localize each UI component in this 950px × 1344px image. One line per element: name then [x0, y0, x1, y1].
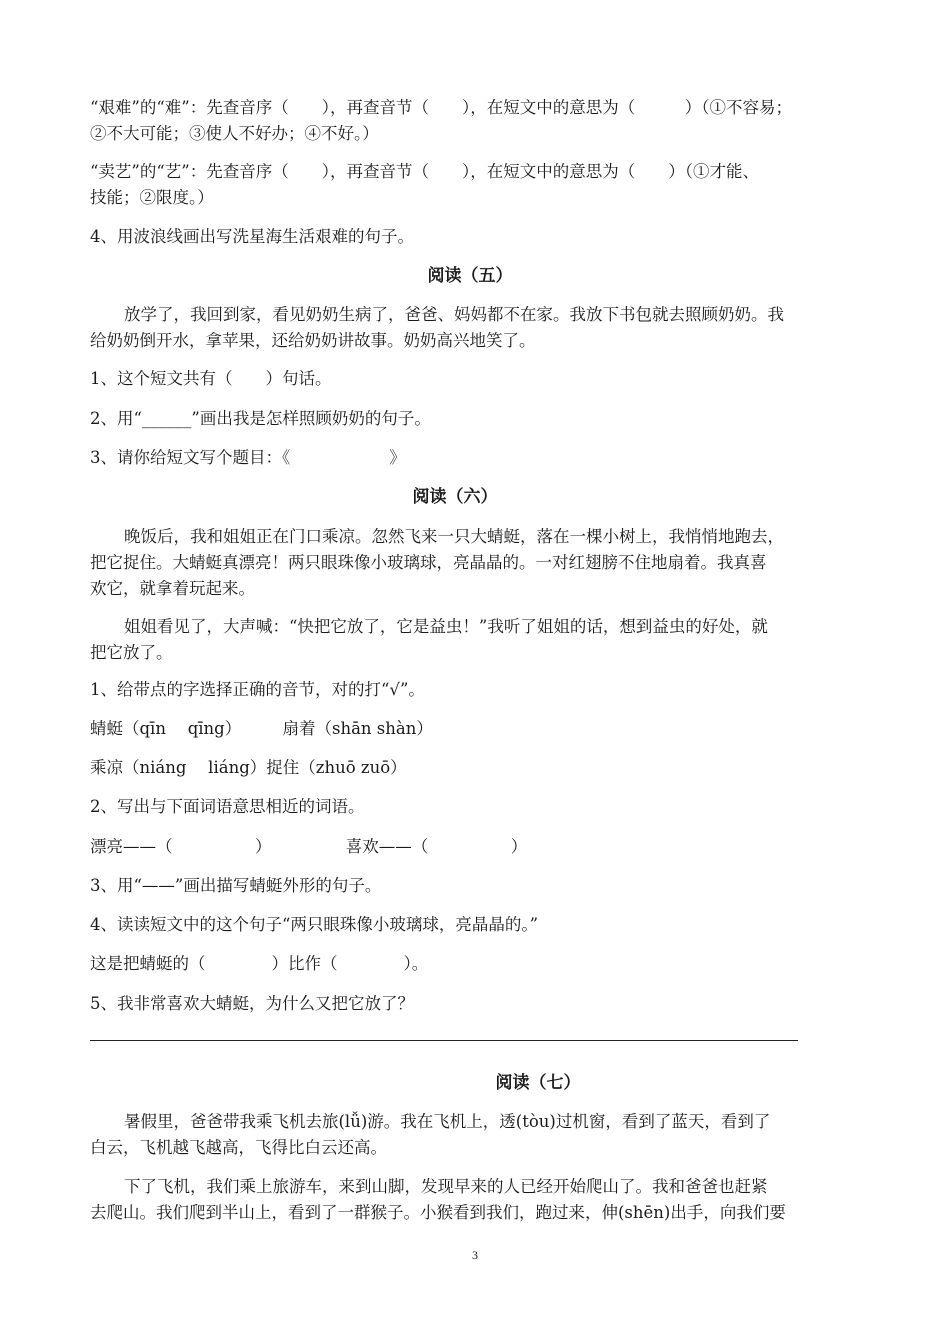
answer-line: 这是把蜻蜓的（ ）比作（ ）。	[90, 954, 429, 973]
answer-line: 蜻蜓（qīn qīng） 扇着（shān shàn）	[90, 719, 433, 738]
question: 1、这个短文共有（ ）句话。	[90, 369, 332, 388]
paragraph-line: 晚饭后，我和姐姐正在门口乘凉。忽然飞来一只大蜻蜓，落在一棵小树上，我悄悄地跑去，	[124, 527, 784, 546]
question: 4、用波浪线画出写洗星海生活艰难的句子。	[90, 227, 414, 246]
answer-line: 乘凉（niáng liáng）捉住（zhuō zuō）	[90, 758, 407, 777]
paragraph-line: 把它放了。	[90, 643, 173, 662]
question: 4、读读短文中的这个句子“两只眼珠像小玻璃球，亮晶晶的。”	[90, 915, 539, 934]
question: 2、用“______”画出我是怎样照顾奶奶的句子。	[90, 409, 431, 428]
section-title-reading7: 阅读（七）	[495, 1073, 581, 1093]
paragraph-line: 姐姐看见了，大声喊：“快把它放了，它是益虫！”我听了姐姐的话，想到益虫的好处，就	[124, 617, 768, 636]
text-line: 技能；②限度。）	[90, 188, 214, 207]
text-line: ②不大可能；③使人不好办；④不好。）	[90, 124, 379, 143]
question: 3、用“——”画出描写蜻蜓外形的句子。	[90, 876, 382, 895]
text-line: “艰难”的“难”：先查音序（ ），再查音节（ ），在短文中的意思为（ ）（①不容易；	[90, 98, 792, 117]
paragraph-line: 把它捉住。大蜻蜓真漂亮！两只眼珠像小玻璃球，亮晶晶的。一对红翅膀不住地扇着。我真喜	[90, 553, 767, 572]
page-number: 3	[472, 1248, 478, 1262]
paragraph-line: 下了飞机，我们乘上旅游车，来到山脚，发现早来的人已经开始爬山了。我和爸爸也赶紧	[124, 1177, 768, 1196]
question: 3、请你给短文写个题目：《 》	[90, 448, 406, 467]
section-title-reading6: 阅读（六）	[412, 487, 498, 507]
answer-rule-line	[90, 1040, 798, 1041]
question: 1、给带点的字选择正确的音节，对的打“√”。	[90, 680, 425, 699]
paragraph-line: 暑假里，爸爸带我乘飞机去旅(lǚ)游。我在飞机上，透(tòu)过机窗，看到了蓝天，看到了	[124, 1112, 771, 1131]
answer-line: 漂亮——（ ） 喜欢——（ ）	[90, 837, 528, 856]
paragraph-line: 给奶奶倒开水，拿苹果，还给奶奶讲故事。奶奶高兴地笑了。	[90, 331, 536, 350]
paragraph-line: 白云，飞机越飞越高，飞得比白云还高。	[90, 1138, 387, 1157]
paragraph-line: 去爬山。我们爬到半山上，看到了一群猴子。小猴看到我们，跑过来，伸(shēn)出手，向我们要	[90, 1203, 786, 1222]
paragraph-line: 放学了，我回到家，看见奶奶生病了，爸爸、妈妈都不在家。我放下书包就去照顾奶奶。我	[124, 305, 784, 324]
text-line: “卖艺”的“艺”：先查音序（ ），再查音节（ ），在短文中的意思为（ ）（①才能、	[90, 162, 759, 181]
question: 5、我非常喜欢大蜻蜓，为什么又把它放了？	[90, 994, 414, 1013]
section-title-reading5: 阅读（五）	[427, 266, 513, 286]
question: 2、写出与下面词语意思相近的词语。	[90, 797, 365, 816]
paragraph-line: 欢它，就拿着玩起来。	[90, 579, 255, 598]
